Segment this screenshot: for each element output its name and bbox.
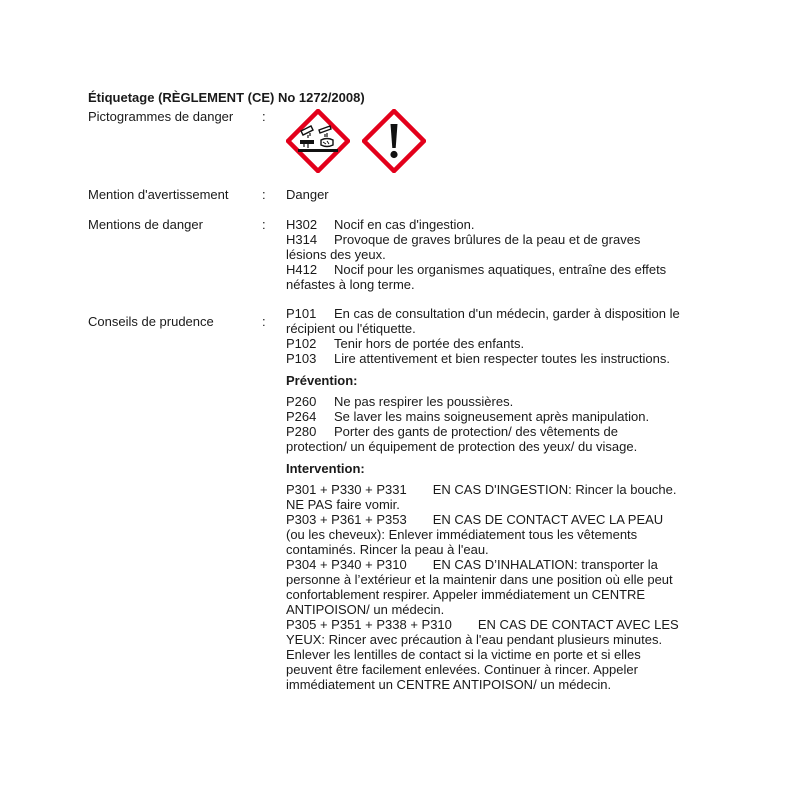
hazard-statement — [286, 232, 681, 262]
corrosion-pictogram-icon — [286, 109, 350, 173]
pictograms-label: Pictogrammes de danger — [88, 109, 234, 124]
precautionary-label: Conseils de prudence — [88, 314, 214, 329]
intervention-heading: Intervention: — [286, 461, 365, 476]
hazard-statements-colon: : — [262, 217, 266, 232]
intervention-statement — [286, 482, 681, 512]
precaution-text: Ne pas respirer les poussières. — [334, 394, 514, 409]
precaution-text: Lire attentivement et bien respecter toutes les instructions. — [334, 351, 671, 366]
precaution-text: EN CAS D’INHALATION: transporter la personne à l’extérieur et la maintenir dans une position où elle peut confortablement respirer. Appeler immédiatement un CENTRE ANTIPOISON/ un médecin. — [286, 557, 673, 617]
hazard-code: H412 — [286, 262, 318, 277]
prevention-statement — [286, 409, 681, 424]
precaution-text: EN CAS DE CONTACT AVEC LA PEAU (ou les cheveux): Enlever immédiatement tous les vêtements contaminés. Rincer la peau à l'eau. — [286, 512, 664, 557]
hazard-statements-list — [286, 217, 681, 292]
section-title: Étiquetage (RÈGLEMENT (CE) No 1272/2008) — [88, 90, 365, 105]
precaution-code: P103 — [286, 351, 317, 366]
prevention-statement — [286, 394, 681, 409]
signal-word-label: Mention d'avertissement — [88, 187, 229, 202]
precaution-text: EN CAS D'INGESTION: Rincer la bouche. NE PAS faire vomir. — [286, 482, 677, 512]
signal-word-value: Danger — [286, 187, 329, 202]
hazard-statements-label: Mentions de danger — [88, 217, 203, 232]
precaution-text: Se laver les mains soigneusement après manipulation. — [334, 409, 650, 424]
precaution-code: P260 — [286, 394, 317, 409]
precaution-text: En cas de consultation d'un médecin, garder à disposition le récipient ou l'étiquette. — [286, 306, 680, 336]
exclamation-pictogram-icon — [362, 109, 426, 173]
intervention-statement — [286, 557, 681, 617]
hazard-text: Provoque de graves brûlures de la peau et de graves lésions des yeux. — [286, 232, 641, 262]
precaution-code: P101 — [286, 306, 317, 321]
precaution-code: P264 — [286, 409, 317, 424]
precaution-text: EN CAS DE CONTACT AVEC LES YEUX: Rincer avec précaution à l'eau pendant plusieurs minutes. Enlever les lentilles de contact si la victime en porte et si elles peuvent être facilement enlevées. Continuer à rincer. Appeler immédiatement un CENTRE ANTIPOISON/ un médecin. — [286, 617, 679, 692]
intervention-statement — [286, 617, 681, 692]
pictograms-colon: : — [262, 109, 266, 124]
precautionary-list — [286, 306, 681, 692]
precaution-statement — [286, 351, 681, 366]
precaution-code: P102 — [286, 336, 317, 351]
precaution-text: Porter des gants de protection/ des vêtements de protection/ un équipement de protection des yeux/ du visage. — [286, 424, 638, 454]
prevention-heading: Prévention: — [286, 373, 358, 388]
precaution-text: Tenir hors de portée des enfants. — [334, 336, 525, 351]
precaution-code: P305 + P351 + P338 + P310 — [286, 617, 452, 632]
hazard-code: H314 — [286, 232, 318, 247]
precaution-code: P280 — [286, 424, 317, 439]
hazard-text: Nocif en cas d'ingestion. — [334, 217, 475, 232]
hazard-statement — [286, 217, 681, 232]
prevention-statement — [286, 424, 681, 454]
precaution-code: P304 + P340 + P310 — [286, 557, 407, 572]
precautionary-colon: : — [262, 314, 266, 329]
signal-word-colon: : — [262, 187, 266, 202]
precaution-statement — [286, 306, 681, 336]
hazard-statement — [286, 262, 681, 292]
intervention-statement — [286, 512, 681, 557]
precaution-code: P301 + P330 + P331 — [286, 482, 407, 497]
precaution-code: P303 + P361 + P353 — [286, 512, 407, 527]
hazard-code: H302 — [286, 217, 318, 232]
hazard-text: Nocif pour les organismes aquatiques, entraîne des effets néfastes à long terme. — [286, 262, 667, 292]
precaution-statement — [286, 336, 681, 351]
